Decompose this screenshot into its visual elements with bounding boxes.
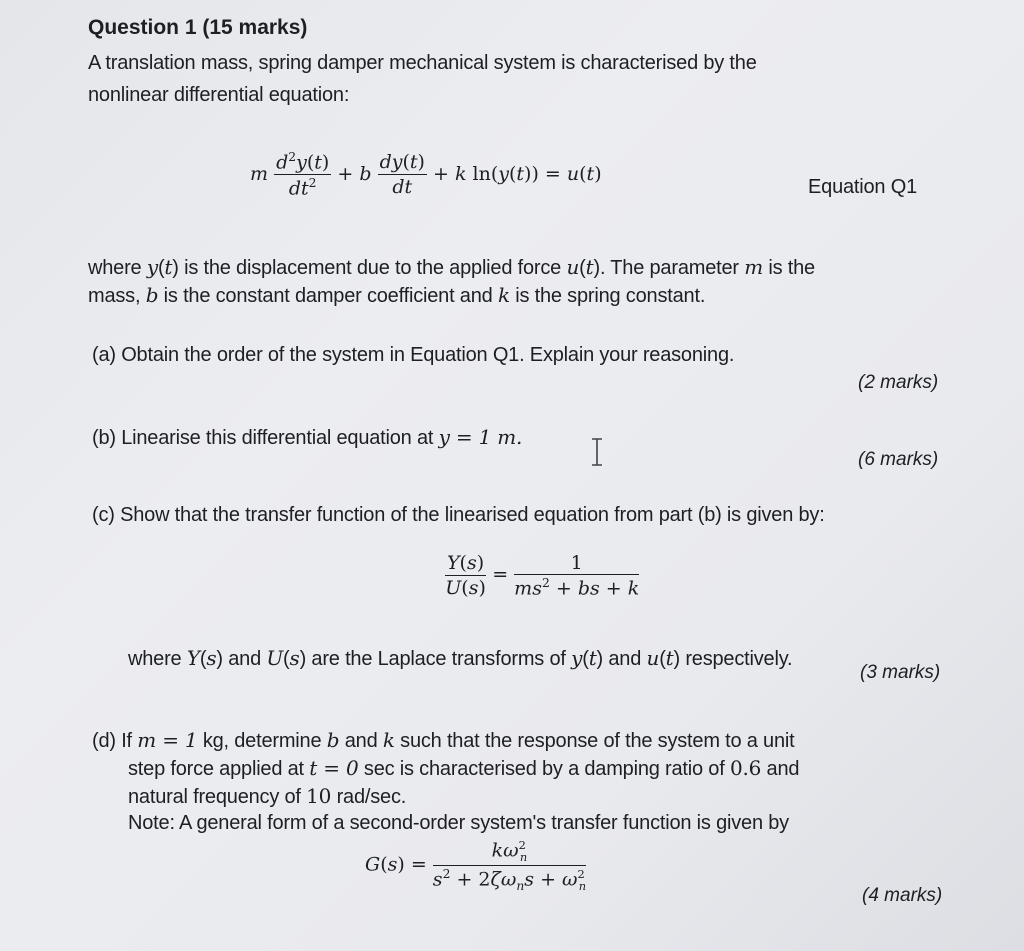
part-d-damping: sec is characterised by a damping ratio of <box>363 758 725 780</box>
part-d-and: and <box>344 730 378 752</box>
part-d-line-2 <box>128 756 799 781</box>
transfer-function-equation: $\frac{Y(s)}{U(s)}$ = $\frac{1}{ms^2 + bs + k}$ <box>445 552 640 600</box>
question-title: Question 1 (15 marks) <box>88 16 308 39</box>
where-text-damper: is the constant damper coefficient and <box>163 285 493 307</box>
part-d-response: such that the response of the system to a unit <box>400 730 795 752</box>
intro-line-1: A translation mass, spring damper mechanical system is characterised by the <box>88 52 757 74</box>
where-text-spring: is the spring constant. <box>515 285 706 307</box>
part-d-step-force: step force applied at <box>128 758 304 780</box>
part-d-time-value: t = 0 <box>309 756 359 780</box>
part-d-damping-value: 0.6 <box>729 756 762 780</box>
where-text-parameter: . The parameter <box>599 257 739 279</box>
equation-q1: m $\frac{d^2y(t)}{dt^2}$ + b $\frac{dy(t)}{dt}$ + k ln(y(t)) = u(t) <box>250 150 602 200</box>
part-d-note: Note: A general form of a second-order system's transfer function is given by <box>128 812 789 834</box>
part-d-marks: (4 marks) <box>862 885 943 906</box>
part-c-where-text: where <box>128 648 182 670</box>
part-d-if: (d) If <box>92 730 132 752</box>
part-c-and-text: and <box>228 648 262 670</box>
part-b-marks: (6 marks) <box>858 449 939 470</box>
part-d-line-3 <box>128 784 406 809</box>
part-b-text <box>92 425 522 450</box>
part-c-text: (c) Show that the transfer function of the linearised equation from part (b) is given by: <box>92 504 825 526</box>
part-d-units: rad/sec. <box>336 786 407 808</box>
general-transfer-function: G(s) = $\frac{k\omega^2_n}{s^2 + 2\zeta\omega_ns + \omega^2_n}$ <box>365 838 587 894</box>
where-text-is-the: is the <box>768 257 815 279</box>
where-line-2: mass, b is the constant damper coefficient and k is the spring constant. <box>88 283 706 307</box>
part-a-marks: (2 marks) <box>858 372 939 393</box>
equation-label: Equation Q1 <box>808 176 917 198</box>
part-c-where: where Y(s) and U(s) are the Laplace transforms of y(t) and u(t) respectively. <box>128 646 793 670</box>
part-c-laplace-text: are the Laplace transforms of <box>311 648 566 670</box>
part-d-determine: kg, determine <box>202 730 322 752</box>
part-c-and-text-2: and <box>608 648 642 670</box>
part-c-marks: (3 marks) <box>860 662 941 683</box>
where-text-displacement: is the displacement due to the applied force <box>184 257 562 279</box>
where-line-1: where y(t) is the displacement due to the applied force u(t). The parameter m is the <box>88 255 815 279</box>
part-b-label: (b) Linearise this differential equation at <box>92 427 434 449</box>
part-a-text: (a) Obtain the order of the system in Equation Q1. Explain your reasoning. <box>92 344 735 366</box>
part-d-line-1: (d) If m = 1 kg, determine b and k such that the response of the system to a unit <box>92 728 795 752</box>
part-c-respectively-text: respectively. <box>685 648 793 670</box>
part-d-natural-frequency: natural frequency of <box>128 786 301 808</box>
where-text: where <box>88 257 142 279</box>
part-d-and-2: and <box>766 758 800 780</box>
part-b-math: y = 1 m. <box>438 425 523 449</box>
where-text-mass: mass, <box>88 285 141 307</box>
intro-line-2: nonlinear differential equation: <box>88 84 350 106</box>
text-cursor-icon <box>590 437 604 467</box>
part-d-mass-value: m = 1 <box>137 728 198 752</box>
part-d-frequency-value: 10 <box>306 784 332 808</box>
